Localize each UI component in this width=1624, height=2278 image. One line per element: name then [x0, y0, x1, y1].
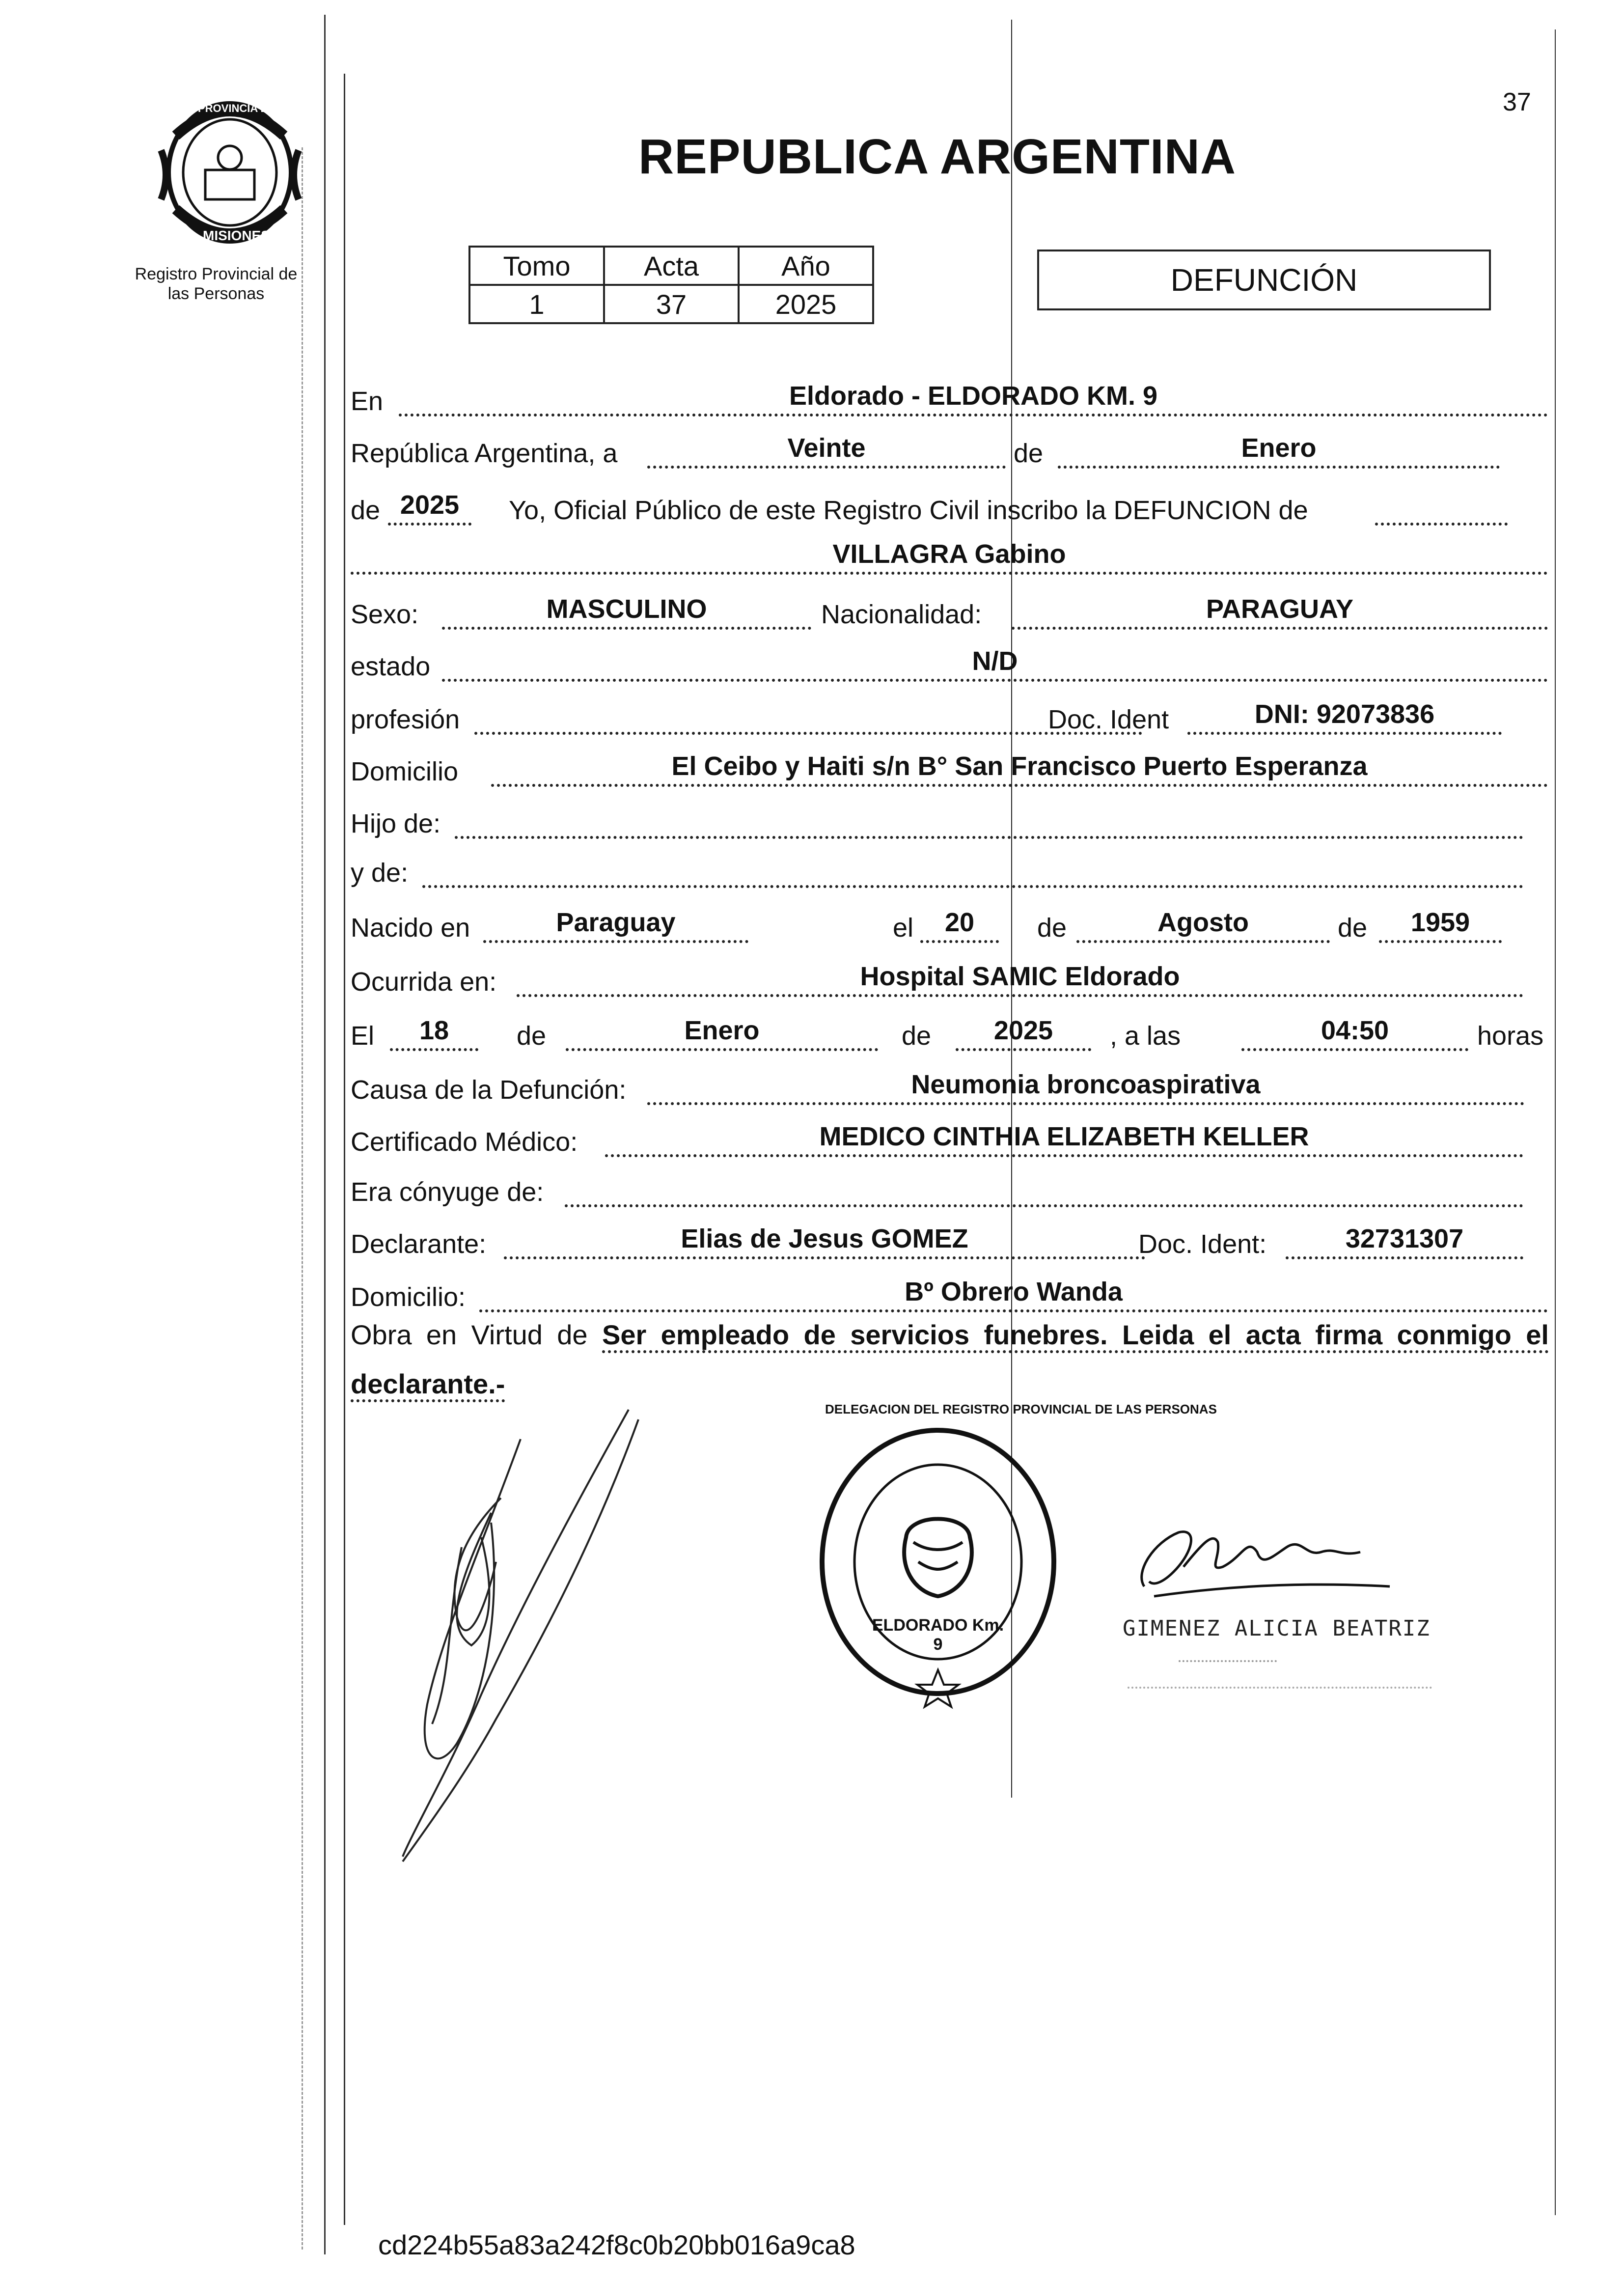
label-profesion: profesión — [351, 705, 460, 734]
causa-value — [647, 1067, 1524, 1105]
birth-year-text: 1959 — [1410, 908, 1470, 937]
yde-value — [422, 850, 1523, 888]
label-doc-ident: Doc. Ident — [1048, 705, 1169, 734]
row-death-date — [351, 1006, 1549, 1058]
row-domicile — [351, 742, 1549, 794]
label-sexo: Sexo: — [351, 600, 419, 629]
header-anio: Año — [739, 247, 873, 285]
label-estado: estado — [351, 652, 431, 681]
nacionalidad-text: PARAGUAY — [1206, 594, 1354, 624]
domicilio-text: El Ceibo y Haiti s/n B° San Francisco Puerto Esperanza — [671, 751, 1368, 781]
ocurrida-text: Hospital SAMIC Eldorado — [860, 962, 1180, 991]
month-text: Enero — [1241, 433, 1317, 463]
row-yde — [351, 843, 1549, 895]
label-conyuge: Era cónyuge de: — [351, 1177, 544, 1207]
year-text: 2025 — [400, 490, 460, 520]
label-ocurrida: Ocurrida en: — [351, 967, 497, 997]
official-stamp — [815, 1402, 1217, 1699]
obra-value: Ser empleado de servicios funebres. Leida el acta firma conmigo el declarante.- — [351, 1319, 1549, 1402]
provincial-seal — [156, 96, 303, 249]
left-margin-line — [324, 15, 326, 2254]
statement-dots — [1375, 487, 1508, 526]
declarante-value — [504, 1221, 1145, 1259]
label-de-4: de — [1338, 913, 1368, 943]
label-el: el — [893, 913, 914, 943]
label-domicilio-2: Domicilio: — [351, 1282, 466, 1312]
row-spouse — [351, 1162, 1549, 1214]
profesion-value — [474, 696, 1142, 735]
nacionalidad-value — [1012, 591, 1548, 630]
official-signature — [1125, 1513, 1400, 1611]
left-margin-line-2 — [344, 74, 345, 2225]
death-month-text: Enero — [684, 1016, 760, 1045]
row-certificate — [351, 1112, 1549, 1164]
statement-text: Yo, Oficial Público de este Registro Civil inscribo la DEFUNCION de — [509, 496, 1308, 525]
death-day-value — [390, 1013, 478, 1051]
doc-ident-value — [1187, 696, 1502, 735]
row-profession-doc — [351, 690, 1549, 742]
death-year-value — [956, 1013, 1091, 1051]
registry-line1: Registro Provincial de — [135, 265, 298, 283]
domicilio-2-text: Bº Obrero Wanda — [905, 1277, 1123, 1306]
death-month-value — [566, 1013, 878, 1051]
certificado-value — [605, 1119, 1523, 1157]
row-place — [351, 371, 1549, 423]
label-de-5: de — [517, 1021, 547, 1051]
place-text: Eldorado - ELDORADO KM. 9 — [789, 381, 1157, 411]
estado-text: N/D — [972, 646, 1018, 676]
seal-bottom-text: MISIONES — [203, 228, 270, 243]
row-sex-nationality — [351, 584, 1549, 637]
birth-month-text: Agosto — [1157, 908, 1249, 937]
row-occurred — [351, 952, 1549, 1004]
header-acta: Acta — [604, 247, 739, 285]
sexo-text: MASCULINO — [546, 594, 707, 624]
birth-day-value — [920, 905, 999, 943]
row-obra — [351, 1310, 1549, 1409]
label-obra: Obra en Virtud de — [351, 1319, 588, 1350]
header-tomo: Tomo — [469, 247, 604, 285]
seal-top-text: PROVINCIA DE — [198, 102, 276, 114]
official-subtitle-faded — [1128, 1675, 1432, 1689]
document-hash: cd224b55a83a242f8c0b20bb016a9ca8 — [378, 2229, 855, 2260]
label-causa: Causa de la Defunción: — [351, 1075, 627, 1105]
value-anio: 2025 — [739, 285, 873, 323]
death-year-text: 2025 — [993, 1016, 1053, 1045]
label-de-6: de — [902, 1021, 932, 1051]
place-value — [399, 378, 1548, 417]
year-value — [388, 487, 471, 526]
official-title-faded — [1179, 1648, 1277, 1662]
row-date — [351, 423, 1549, 475]
label-en: En — [351, 387, 384, 416]
right-margin-line — [1555, 29, 1556, 2215]
birth-year-value — [1379, 905, 1502, 943]
label-de-1: de — [1014, 439, 1044, 468]
row-cause — [351, 1060, 1549, 1112]
row-birth — [351, 898, 1549, 950]
stamp-inner-text: ELDORADO Km. 9 — [872, 1616, 1004, 1654]
row-deceased-name — [351, 529, 1549, 582]
label-nacido: Nacido en — [351, 913, 470, 943]
domicilio-value — [491, 749, 1548, 787]
causa-text: Neumonia broncoaspirativa — [911, 1070, 1261, 1099]
margin-tick-line — [302, 147, 303, 2250]
label-yde: y de: — [351, 858, 409, 888]
nacido-en-value — [483, 905, 748, 943]
label-el-2: El — [351, 1021, 375, 1051]
label-doc-ident-2: Doc. Ident: — [1138, 1229, 1267, 1259]
row-estado — [351, 637, 1549, 689]
birth-month-value — [1076, 905, 1330, 943]
conyuge-value — [565, 1169, 1523, 1207]
country-title: REPUBLICA ARGENTINA — [638, 129, 1237, 184]
value-tomo: 1 — [469, 285, 604, 323]
page-number: 37 — [1503, 88, 1531, 116]
nacido-en-text: Paraguay — [556, 908, 676, 937]
stamp-ring-text: DELEGACION DEL REGISTRO PROVINCIAL DE LAS PERSONAS — [825, 1402, 1217, 1417]
label-a-las: , a las — [1110, 1021, 1181, 1051]
deceased-name-value — [351, 536, 1548, 575]
declarant-signature — [373, 1400, 648, 1871]
registry-caption — [113, 264, 319, 304]
day-words-value — [647, 430, 1006, 469]
label-de-3: de — [1037, 913, 1067, 943]
official-name: GIMENEZ ALICIA BEATRIZ — [1123, 1616, 1431, 1641]
value-acta: 37 — [604, 285, 739, 323]
hijo-value — [455, 801, 1523, 839]
birth-day-text: 20 — [944, 908, 975, 937]
record-table — [468, 246, 874, 324]
death-day-text: 18 — [419, 1016, 449, 1045]
ocurrida-value — [517, 959, 1523, 997]
record-table-values — [469, 285, 873, 323]
row-declarant — [351, 1214, 1549, 1266]
doc-ident-2-text: 32731307 — [1345, 1224, 1464, 1253]
death-time-text: 04:50 — [1321, 1016, 1389, 1045]
domicilio-2-value — [479, 1274, 1548, 1312]
label-horas: horas — [1477, 1021, 1544, 1051]
declarante-text: Elias de Jesus GOMEZ — [681, 1224, 968, 1253]
label-de-2: de — [351, 496, 381, 525]
row-hijo — [351, 794, 1549, 846]
label-nacionalidad: Nacionalidad: — [821, 600, 982, 629]
label-declarante: Declarante: — [351, 1229, 487, 1259]
sexo-value — [442, 591, 811, 630]
deceased-name-text: VILLAGRA Gabino — [832, 539, 1066, 569]
label-hijo: Hijo de: — [351, 809, 441, 838]
doc-ident-text: DNI: 92073836 — [1254, 699, 1435, 729]
record-table-header — [469, 247, 873, 285]
certificado-text: MEDICO CINTHIA ELIZABETH KELLER — [819, 1122, 1309, 1151]
estado-value — [442, 643, 1548, 682]
day-words-text: Veinte — [787, 433, 866, 463]
document-type-box: DEFUNCIÓN — [1037, 250, 1491, 310]
row-statement — [351, 480, 1549, 532]
label-certificado: Certificado Médico: — [351, 1127, 578, 1157]
doc-ident-2-value — [1286, 1221, 1523, 1259]
registry-line2: las Personas — [167, 284, 265, 303]
month-value — [1058, 430, 1500, 469]
death-time-value — [1241, 1013, 1468, 1051]
label-domicilio: Domicilio — [351, 757, 459, 786]
label-republica: República Argentina, a — [351, 439, 618, 468]
